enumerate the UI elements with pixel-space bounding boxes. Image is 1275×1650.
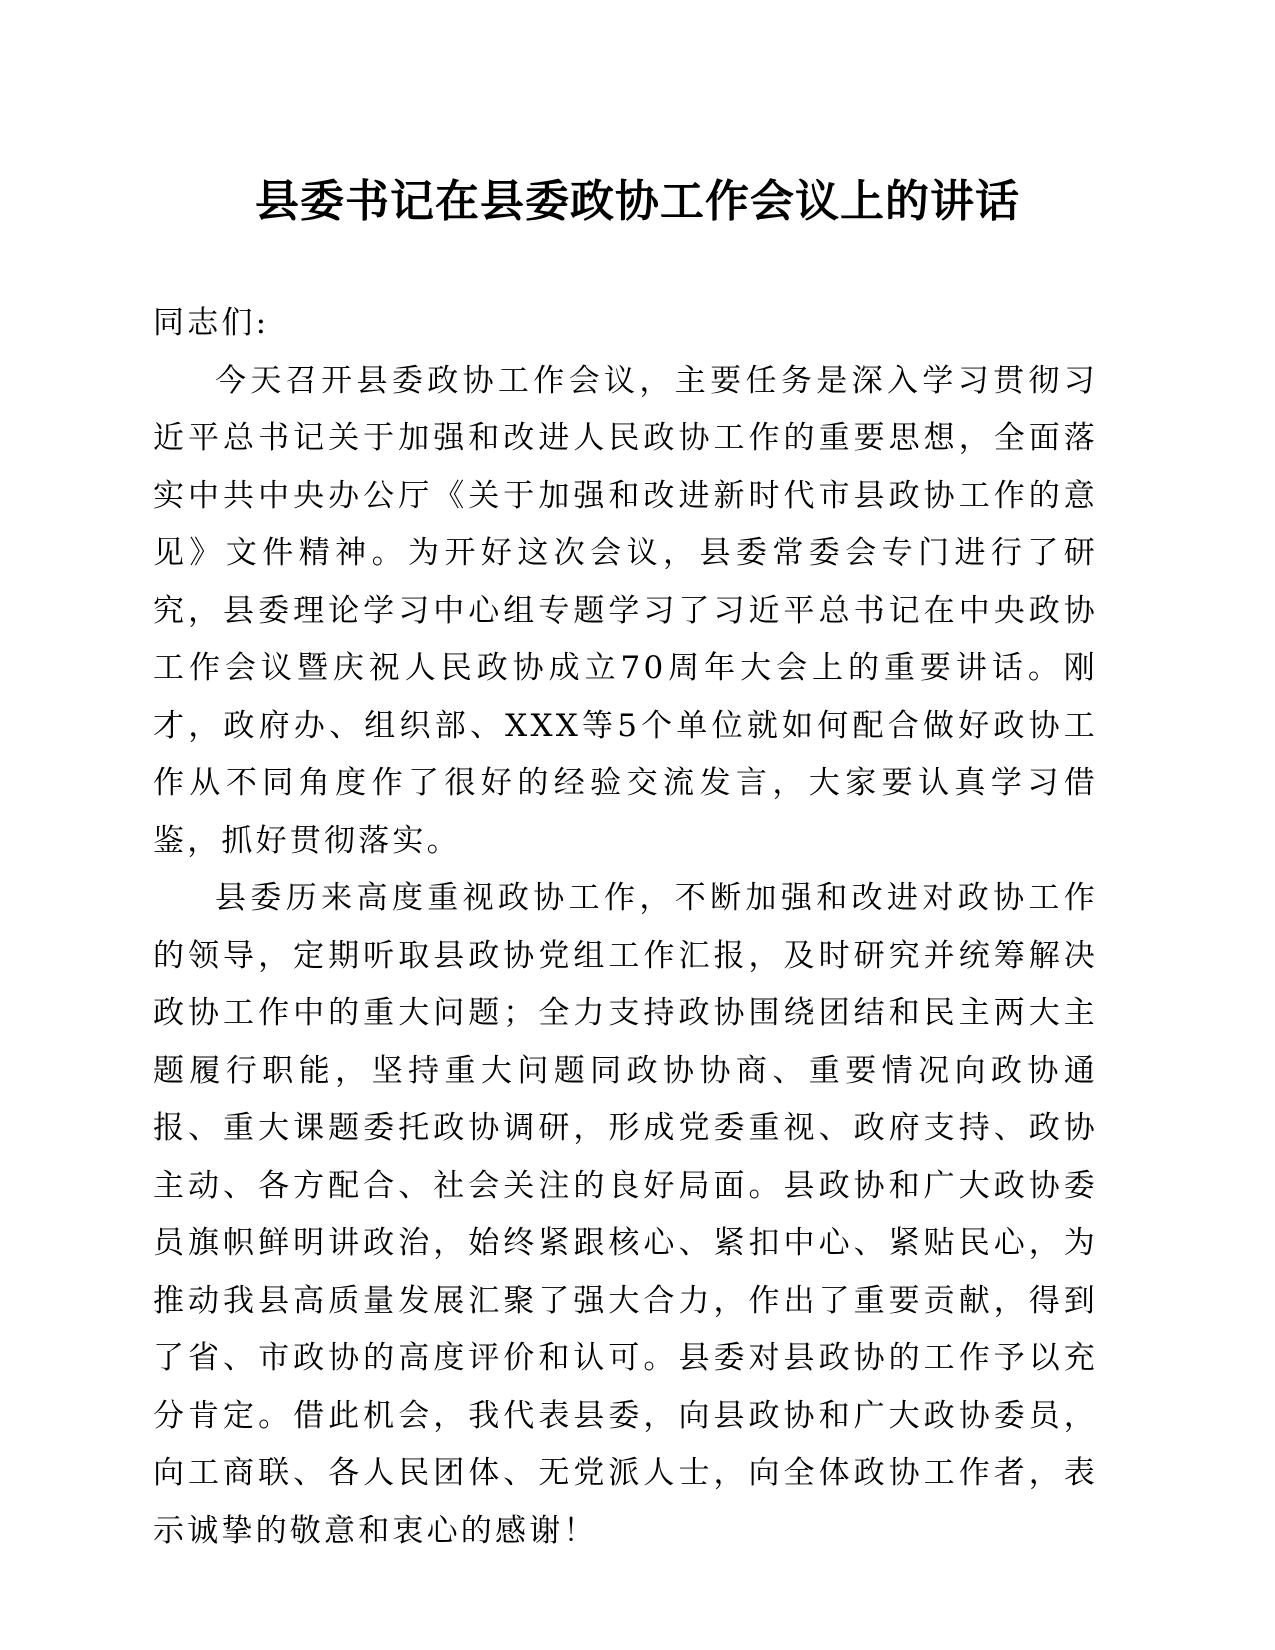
salutation: 同志们: [153, 305, 270, 341]
paragraph: 今天召开县委政协工作会议，主要任务是深入学习贯彻习近平总书记关于加强和改进人民政协工作的重要思想，全面落实中共中央办公厅《关于加强和改进新时代市县政协工作的意见》文件精神。为开好这次会议，县委常委会专门进行了研究，县委理论学习中心组专题学习了习近平总书记在中央政协工作会议暨庆祝人民政协成立70周年大会上的重要讲话。刚才，政府办、组织部、XXX等5个单位就如何配合做好政协工作从不同角度作了很好的经验交流发言，大家要认真学习借鉴，抓好贯彻落实。 [153, 362, 1098, 859]
paragraph: 县委历来高度重视政协工作，不断加强和改进对政协工作的领导，定期听取县政协党组工作汇报，及时研究并统筹解决政协工作中的重大问题；全力支持政协围绕团结和民主两大主题履行职能，坚持重大问题同政协协商、重要情况向政协通报、重大课题委托政协调研，形成党委重视、政府支持、政协主动、各方配合、社会关注的良好局面。县政协和广大政协委员旗帜鲜明讲政治，始终紧跟核心、紧扣中心、紧贴民心，为推动我县高质量发展汇聚了强大合力，作出了重要贡献，得到了省、市政协的高度评价和认可。县委对县政协的工作予以充分肯定。借此机会，我代表县委，向县政协和广大政协委员，向工商联、各人民团体、无党派人士，向全体政协工作者，表示诚挚的敬意和衷心的感谢！ [153, 880, 1098, 1549]
document-body [153, 295, 1098, 1560]
page-title: 县委书记在县委政协工作会议上的讲话 [255, 176, 1020, 227]
